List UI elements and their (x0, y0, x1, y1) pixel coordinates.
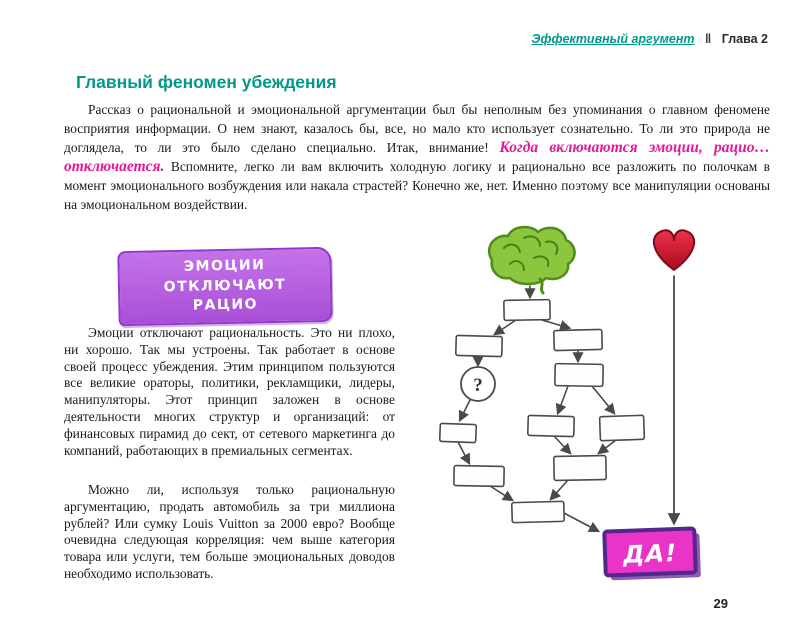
hand-drawn-illustration (412, 224, 782, 598)
heart-icon (654, 230, 694, 270)
page-number: 29 (713, 596, 728, 611)
body-paragraph-2: Можно ли, используя только рациональную аргументацию, продать автомобиль за три миллиона рублей? Или сумку Louis Vuitton за 2000 евро? Вообще очевидна следующая корреляция: чем выше категория товара или услуги, тем больше эмоциональных доводов необходимо использовать. (64, 482, 395, 581)
highlighted-phrase: Когда включаются эмоции, рацио… отключается. (64, 139, 770, 175)
question-mark: ? (473, 375, 483, 396)
chapter-number-label: Глава 2 (721, 32, 768, 46)
callout-text: ЭМОЦИИ ОТКЛЮЧАЮТ РАЦИО (163, 257, 287, 314)
flowchart-arrows (458, 276, 674, 531)
question-circle (461, 367, 495, 401)
header-separator: ‖ (705, 32, 712, 46)
intro-text-part1: Рассказ о рациональной и эмоциональной аргументации был бы неполным без упоминания о главном феномене восприятия информации. О нем знают, казалось бы, все, но мало кто использует сознательно. То ли это природа не доглядела, то ли это было сделано специально. Итак, внимание! (64, 102, 770, 155)
yes-label: ДА! (622, 539, 678, 569)
section-title: Главный феномен убеждения (76, 72, 337, 92)
yes-box (604, 528, 701, 580)
page-header (531, 32, 768, 46)
flowchart-boxes (440, 300, 645, 523)
callout-box (117, 247, 333, 326)
brain-icon (489, 227, 574, 293)
intro-paragraph (64, 100, 770, 214)
body-paragraph-1: Эмоции отключают рациональность. Это ни плохо, ни хорошо. Так мы устроены. Так работает в основе своей процесс убеждения. Этим принципом пользуются все великие ораторы, политики, рекламщики, лидеры, манипуляторы. Этот принцип заложен в основе деятельности многих структур и организаций: от финансовых пирамид до сект, от сетевого маркетинга до компаний, работающих в премиальных сегментах. (64, 325, 395, 458)
intro-text-part2: Вспомните, легко ли вам включить холодную логику и рационально все разложить по полочкам в момент эмоционального возбуждения или накала страстей? Конечно же, нет. Именно поэтому все манипуляции основаны на эмоциональном воздействии. (64, 159, 770, 212)
chapter-breadcrumb-link[interactable]: Эффективный аргумент (531, 32, 695, 46)
